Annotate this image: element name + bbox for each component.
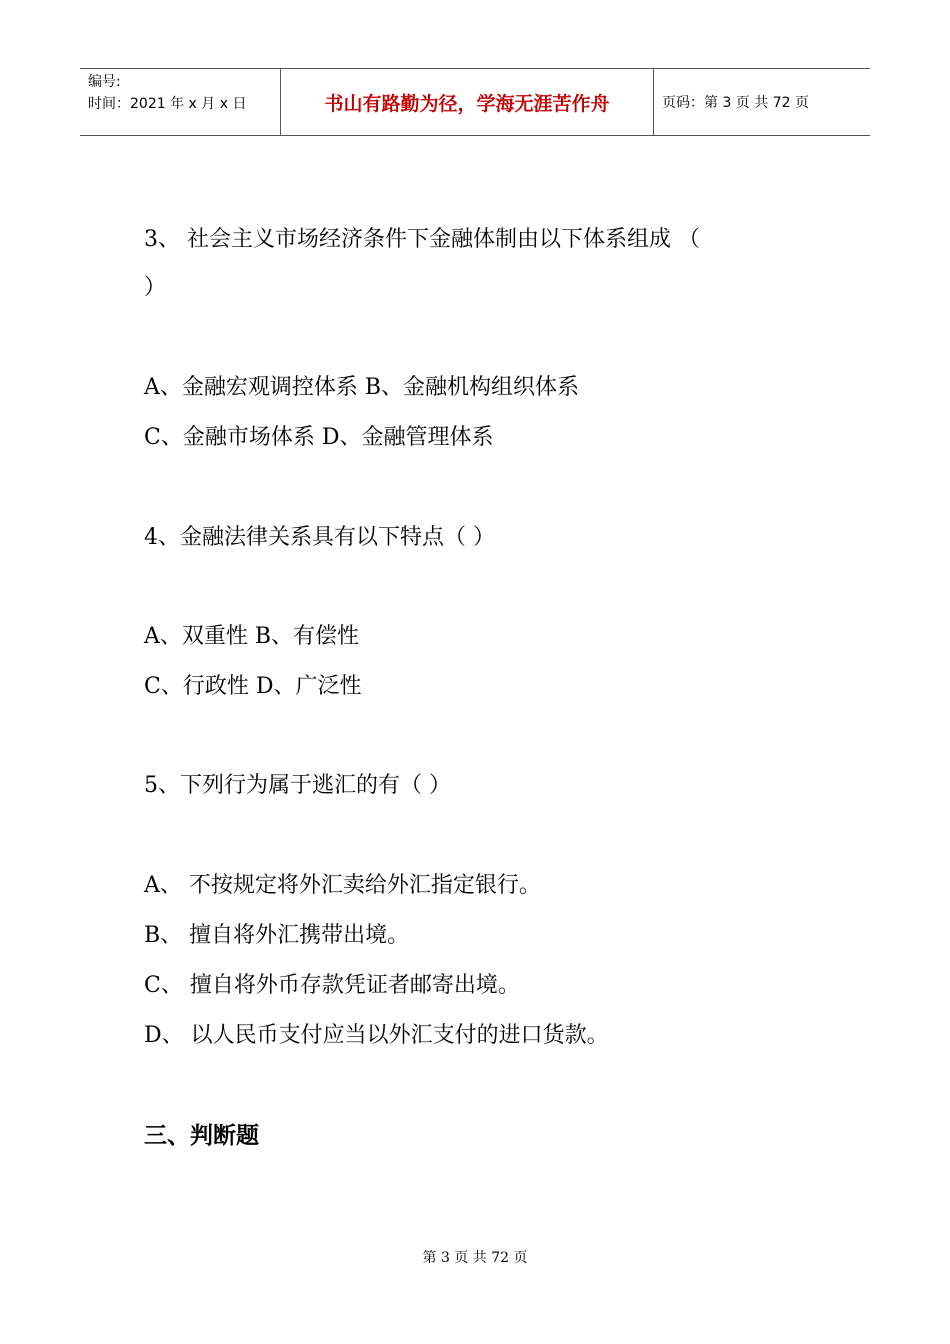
section-heading-judgment: 三、判断题 [144,1123,259,1149]
header-meta [80,69,281,135]
question-5-option-b: B、 擅自将外汇携带出境。 [144,923,410,948]
question-5: 5、下列行为属于逃汇的有（ ） [144,773,451,798]
page-footer: 第 3 页 共 72 页 [422,1250,528,1266]
question-4-options-cd: C、行政性 D、广泛性 [144,674,362,699]
question-5-option-c: C、 擅自将外币存款凭证者邮寄出境。 [144,973,520,998]
number-label: 编号: [88,74,121,90]
question-3-line1: 3、 社会主义市场经济条件下金融体制由以下体系组成 （ [144,227,700,252]
time-label: 时间：2021 年 x 月 x 日 [88,96,247,112]
question-5-option-d: D、 以人民币支付应当以外汇支付的进口货款。 [144,1023,609,1048]
header-motto: 书山有路勤为径，学海无涯苦作舟 [281,69,654,135]
question-3-options-ab: A、金融宏观调控体系 B、金融机构组织体系 [144,375,580,400]
question-4: 4、金融法律关系具有以下特点（ ） [144,525,495,550]
question-5-option-a: A、 不按规定将外汇卖给外汇指定银行。 [144,873,541,898]
question-3-line2: ） [144,275,167,300]
page-header [80,68,870,136]
header-page-info: 页码：第 3 页 共 72 页 [662,95,809,111]
question-4-options-ab: A、双重性 B、有偿性 [144,624,360,649]
question-3-options-cd: C、金融市场体系 D、金融管理体系 [144,425,494,450]
